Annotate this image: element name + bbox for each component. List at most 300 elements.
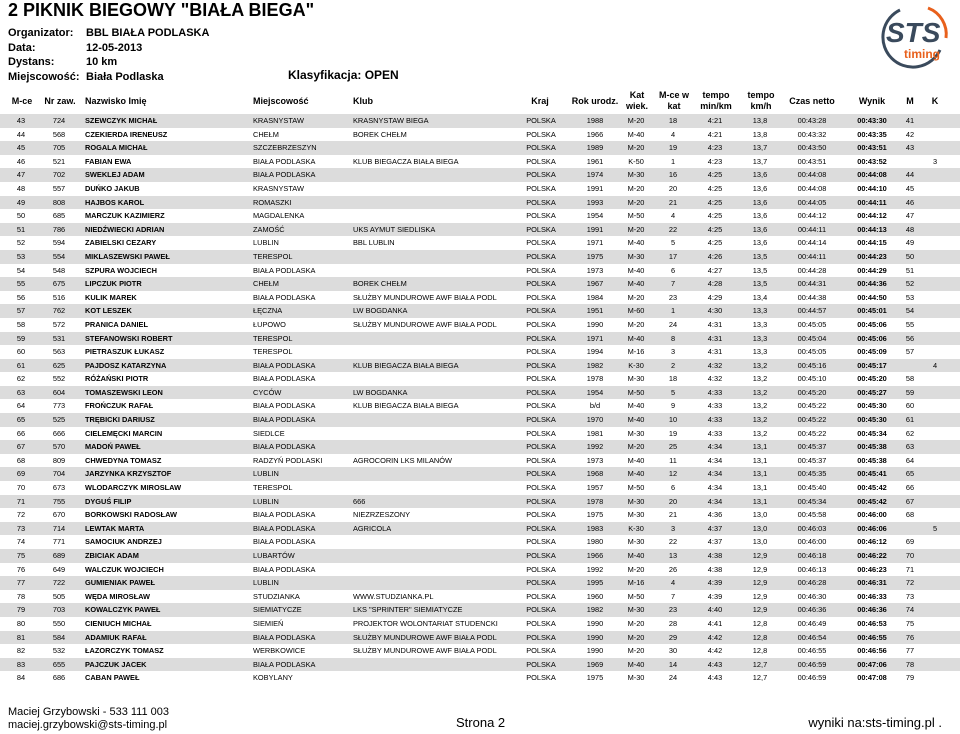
cell-category: M-20 (627, 116, 645, 125)
cell-year: 1974 (586, 170, 604, 180)
cell-country: POLSKA (526, 618, 556, 628)
cell-category: M-30 (627, 537, 645, 547)
cell-club: AGROCORIN LKS MILANÓW (353, 455, 452, 465)
cell-pace-min: 4:25 (707, 197, 723, 207)
cell-name: CIELEMĘCKI MARCIN (85, 428, 163, 438)
cell-city: KRASNYSTAW (253, 183, 304, 193)
cell-pace-kmh: 13,7 (752, 143, 768, 153)
cell-bib: 531 (52, 333, 66, 343)
cell-place-men: 61 (905, 415, 915, 425)
cell-pace-kmh: 13,1 (752, 483, 768, 493)
cell-place-men: 44 (905, 170, 915, 180)
cell-bib: 704 (52, 469, 66, 479)
cell-net-time: 00:44:31 (797, 279, 827, 289)
cell-pace-min: 4:25 (707, 224, 723, 234)
cell-net-time: 00:44:28 (797, 265, 827, 275)
cell-club: PROJEKTOR WOLONTARIAT STUDENCKI (353, 618, 498, 628)
cell-category-place: 12 (668, 469, 678, 479)
cell-city: TERESPOL (253, 333, 293, 343)
cell-result: 00:44:13 (857, 224, 887, 234)
cell-club: SŁUŻBY MUNDUROWE AWF BIAŁA PODL (353, 292, 497, 302)
cell-place: 69 (16, 469, 26, 479)
cell-city: ŁUPOWO (253, 319, 286, 329)
cell-category-place: 19 (668, 143, 678, 153)
cell-category: M-30 (627, 605, 645, 615)
cell-city: LUBLIN (253, 496, 279, 506)
cell-bib: 673 (52, 483, 66, 493)
cell-category-place: 4 (670, 578, 676, 588)
cell-bib: 521 (52, 156, 66, 166)
cell-net-time: 00:44:57 (797, 306, 827, 316)
cell-pace-kmh: 13,8 (752, 116, 768, 125)
cell-country: POLSKA (526, 183, 556, 193)
cell-place-women: 3 (932, 156, 938, 166)
cell-bib: 689 (52, 551, 66, 560)
cell-net-time: 00:44:12 (797, 211, 827, 221)
cell-name: MIKLASZEWSKI PAWEŁ (85, 251, 170, 261)
cell-net-time: 00:45:37 (797, 442, 827, 452)
cell-city: TERESPOL (253, 483, 293, 493)
table-row (0, 277, 960, 291)
cell-place: 59 (16, 333, 26, 343)
cell-place: 54 (16, 265, 26, 275)
cell-place: 51 (16, 224, 26, 234)
cell-pace-min: 4:37 (707, 523, 723, 533)
cell-category-place: 17 (668, 251, 678, 261)
table-row (0, 617, 960, 631)
cell-category-place: 2 (670, 360, 676, 370)
cell-pace-min: 4:39 (707, 591, 723, 601)
cell-city: BIAŁA PODLASKA (253, 510, 316, 520)
cell-pace-kmh: 12,9 (752, 591, 768, 601)
cell-bib: 570 (52, 442, 66, 452)
cell-bib: 722 (52, 578, 66, 588)
cell-category: M-40 (627, 401, 645, 411)
cell-result: 00:44:12 (857, 211, 887, 221)
table-row (0, 223, 960, 237)
table-row (0, 332, 960, 346)
cell-category: M-40 (627, 129, 645, 139)
cell-bib: 675 (52, 279, 66, 289)
cell-category-place: 13 (668, 551, 678, 560)
cell-pace-kmh: 13,6 (752, 238, 768, 248)
table-row (0, 250, 960, 264)
cell-place-men: 48 (905, 224, 915, 234)
cell-city: STUDZIANKA (253, 591, 300, 601)
cell-club: SŁUŻBY MUNDUROWE AWF BIAŁA PODL (353, 646, 497, 656)
cell-category-place: 5 (670, 238, 676, 248)
cell-category-place: 3 (670, 347, 676, 357)
cell-place-men: 51 (905, 265, 915, 275)
cell-name: SAMOCIUK ANDRZEJ (85, 537, 162, 547)
cell-name: KOWALCZYK PAWEŁ (85, 605, 161, 615)
cell-country: POLSKA (526, 551, 556, 560)
header-kat-line2: wiek. (625, 101, 648, 111)
cell-bib: 584 (52, 632, 66, 642)
footer-contact-email: maciej.grzybowski@sts-timing.pl (8, 719, 168, 731)
cell-country: POLSKA (526, 347, 556, 357)
cell-bib: 724 (52, 116, 66, 125)
cell-name: KULIK MAREK (85, 292, 137, 302)
cell-category-place: 3 (670, 523, 676, 533)
cell-city: KRASNYSTAW (253, 116, 304, 125)
cell-category: M-20 (627, 564, 645, 574)
cell-club: KRASNYSTAW BIEGA (353, 116, 429, 125)
cell-year: 1971 (586, 333, 604, 343)
cell-bib: 557 (52, 183, 66, 193)
table-row (0, 318, 960, 332)
cell-category: M-30 (627, 673, 645, 683)
cell-place: 48 (16, 183, 26, 193)
cell-category-place: 18 (668, 374, 678, 384)
cell-place-men: 41 (905, 116, 915, 125)
cell-category: M-20 (627, 224, 645, 234)
classification-label: Klasyfikacja: OPEN (288, 68, 399, 82)
cell-category-place: 1 (670, 306, 676, 316)
cell-net-time: 00:44:38 (797, 292, 827, 302)
cell-result: 00:45:34 (857, 428, 887, 438)
cell-category: M-40 (627, 333, 645, 343)
cell-result: 00:46:12 (857, 537, 887, 547)
cell-bib: 525 (52, 415, 66, 425)
cell-category: M-20 (627, 319, 645, 329)
cell-name: WLODARCZYK MIROSLAW (85, 483, 182, 493)
cell-pace-kmh: 13,5 (752, 251, 768, 261)
cell-country: POLSKA (526, 455, 556, 465)
header-tempo-min-line2: min/km (700, 101, 732, 111)
cell-name: FROŃCZUK RAFAŁ (85, 401, 154, 411)
cell-country: POLSKA (526, 659, 556, 669)
cell-club: 666 (353, 496, 366, 506)
table-row (0, 141, 960, 155)
cell-place-men: 64 (905, 455, 915, 465)
cell-pace-kmh: 12,9 (752, 564, 768, 574)
cell-pace-kmh: 13,3 (752, 333, 768, 343)
cell-pace-min: 4:43 (707, 659, 723, 669)
cell-place: 58 (16, 319, 26, 329)
header-tempo-kmh-line2: km/h (750, 101, 772, 111)
header-rok: Rok urodz. (571, 96, 619, 106)
cell-place: 76 (16, 564, 26, 574)
cell-result: 00:45:42 (857, 496, 887, 506)
cell-city: LUBLIN (253, 238, 279, 248)
cell-city: BIAŁA PODLASKA (253, 156, 316, 166)
cell-pace-min: 4:38 (707, 551, 723, 560)
cell-category-place: 1 (670, 156, 676, 166)
cell-name: ZBICIAK ADAM (85, 551, 139, 560)
table-row (0, 495, 960, 509)
cell-category: M-50 (627, 387, 645, 397)
cell-place-men: 79 (905, 673, 915, 683)
cell-country: POLSKA (526, 170, 556, 180)
cell-bib: 771 (52, 537, 66, 547)
footer-contact (8, 706, 169, 732)
header-nr: Nr zaw. (44, 96, 76, 106)
cell-category: M-50 (627, 211, 645, 221)
cell-place: 71 (16, 496, 26, 506)
cell-city: BIAŁA PODLASKA (253, 265, 316, 275)
cell-result: 00:43:51 (857, 143, 887, 153)
cell-net-time: 00:46:49 (797, 618, 827, 628)
cell-city: BIAŁA PODLASKA (253, 360, 316, 370)
cell-pace-kmh: 13,5 (752, 279, 768, 289)
cell-pace-min: 4:36 (707, 510, 723, 520)
cell-place: 63 (16, 387, 26, 397)
cell-result: 00:45:38 (857, 442, 887, 452)
cell-pace-min: 4:34 (707, 442, 723, 452)
cell-city: RADZYŃ PODLASKI (253, 455, 323, 465)
cell-result: 00:43:52 (857, 156, 887, 166)
cell-net-time: 00:45:40 (797, 483, 827, 493)
cell-pace-kmh: 13,3 (752, 306, 768, 316)
cell-category: M-20 (627, 618, 645, 628)
cell-net-time: 00:43:32 (797, 129, 827, 139)
cell-country: POLSKA (526, 116, 556, 125)
table-row (0, 644, 960, 658)
cell-net-time: 00:45:37 (797, 455, 827, 465)
cell-net-time: 00:46:55 (797, 646, 827, 656)
cell-name: CHWEDYNA TOMASZ (85, 455, 162, 465)
cell-category-place: 5 (670, 387, 676, 397)
header-m: M (906, 96, 914, 106)
cell-year: 1993 (586, 197, 604, 207)
cell-country: POLSKA (526, 632, 556, 642)
table-row (0, 481, 960, 495)
cell-net-time: 00:44:11 (797, 224, 827, 234)
cell-result: 00:43:30 (857, 116, 887, 125)
cell-place-men: 49 (905, 238, 915, 248)
header-kat-line1: Kat (629, 90, 645, 100)
cell-club: UKS AYMUT SIEDLISKA (353, 224, 436, 234)
cell-country: POLSKA (526, 415, 556, 425)
cell-city: SIEDLCE (253, 428, 285, 438)
table-row (0, 399, 960, 413)
cell-city: ROMASZKI (253, 197, 292, 207)
cell-name: PRANICA DANIEL (85, 319, 148, 329)
cell-bib: 666 (52, 428, 66, 438)
header-kat (622, 90, 652, 112)
cell-year: 1980 (586, 537, 604, 547)
cell-result: 00:46:55 (857, 632, 887, 642)
table-row (0, 603, 960, 617)
cell-place: 82 (16, 646, 26, 656)
cell-pace-kmh: 12,8 (752, 632, 768, 642)
cell-country: POLSKA (526, 496, 556, 506)
cell-pace-min: 4:31 (707, 319, 723, 329)
info-label: Organizator: (8, 27, 74, 39)
table-row (0, 671, 960, 685)
info-label: Miejscowość: (8, 70, 80, 83)
cell-category: K-30 (628, 360, 644, 370)
cell-year: 1983 (586, 523, 604, 533)
cell-category-place: 23 (668, 605, 678, 615)
header-tempo-min-line1: tempo (702, 90, 730, 100)
cell-pace-min: 4:25 (707, 183, 723, 193)
cell-name: GUMIENIAK PAWEŁ (85, 578, 156, 588)
cell-category: M-30 (627, 510, 645, 520)
cell-name: PIETRASZUK ŁUKASZ (85, 347, 165, 357)
cell-net-time: 00:43:51 (797, 156, 827, 166)
cell-pace-min: 4:38 (707, 564, 723, 574)
cell-bib: 685 (52, 211, 66, 221)
table-row (0, 155, 960, 169)
cell-result: 00:45:20 (857, 374, 887, 384)
cell-bib: 568 (52, 129, 66, 139)
cell-category-place: 6 (670, 265, 676, 275)
cell-category-place: 22 (668, 537, 678, 547)
cell-place-men: 58 (905, 374, 915, 384)
cell-pace-min: 4:21 (707, 129, 723, 139)
cell-pace-min: 4:30 (707, 306, 723, 316)
cell-pace-kmh: 13,2 (752, 428, 768, 438)
cell-place-men: 68 (905, 510, 915, 520)
cell-place-men: 67 (905, 496, 915, 506)
cell-name: MARCZUK KAZIMIERZ (85, 211, 165, 221)
cell-place: 66 (16, 428, 26, 438)
cell-year: 1973 (586, 455, 604, 465)
cell-place-men: 65 (905, 469, 915, 479)
cell-city: BIAŁA PODLASKA (253, 170, 316, 180)
cell-place: 65 (16, 415, 26, 425)
cell-club: SŁUŻBY MUNDUROWE AWF BIAŁA PODL (353, 632, 497, 642)
cell-name: ROGALA MICHAŁ (85, 143, 148, 153)
cell-year: 1990 (586, 618, 604, 628)
cell-place: 55 (16, 279, 26, 289)
cell-year: 1960 (586, 591, 604, 601)
cell-place: 62 (16, 374, 26, 384)
cell-place: 56 (16, 292, 26, 302)
cell-category-place: 23 (668, 292, 678, 302)
cell-year: 1992 (586, 442, 604, 452)
cell-result: 00:46:31 (857, 578, 887, 588)
cell-category: M-20 (627, 442, 645, 452)
cell-place: 64 (16, 401, 26, 411)
cell-place-men: 77 (905, 646, 915, 656)
cell-pace-kmh: 13,1 (752, 469, 768, 479)
cell-result: 00:45:27 (857, 387, 887, 397)
cell-pace-min: 4:31 (707, 333, 723, 343)
cell-pace-min: 4:42 (707, 632, 723, 642)
cell-country: POLSKA (526, 333, 556, 343)
cell-category-place: 4 (670, 129, 676, 139)
cell-name: LEWTAK MARTA (85, 523, 145, 533)
cell-result: 00:44:11 (857, 197, 887, 207)
cell-bib: 516 (52, 292, 66, 302)
cell-year: 1992 (586, 564, 604, 574)
cell-result: 00:43:35 (857, 129, 887, 139)
cell-pace-min: 4:33 (707, 415, 723, 425)
cell-year: 1989 (586, 143, 604, 153)
cell-name: DYGUŚ FILIP (85, 496, 132, 506)
cell-bib: 594 (52, 238, 66, 248)
cell-country: POLSKA (526, 265, 556, 275)
cell-net-time: 00:45:05 (797, 319, 827, 329)
cell-category-place: 18 (668, 116, 678, 125)
cell-pace-kmh: 13,3 (752, 347, 768, 357)
table-row (0, 522, 960, 536)
cell-year: 1969 (586, 659, 604, 669)
cell-year: 1966 (586, 551, 604, 560)
cell-category: M-40 (627, 265, 645, 275)
cell-pace-min: 4:33 (707, 401, 723, 411)
cell-category-place: 28 (668, 618, 678, 628)
cell-category: M-50 (627, 483, 645, 493)
cell-place-men: 72 (905, 578, 915, 588)
cell-category-place: 19 (668, 428, 678, 438)
cell-place: 44 (16, 129, 26, 139)
table-row (0, 168, 960, 182)
cell-bib: 705 (52, 143, 66, 153)
cell-category: M-30 (627, 428, 645, 438)
cell-net-time: 00:45:58 (797, 510, 827, 520)
cell-place: 72 (16, 510, 26, 520)
cell-category-place: 21 (668, 510, 678, 520)
cell-category-place: 6 (670, 483, 676, 493)
cell-pace-min: 4:37 (707, 537, 723, 547)
cell-name: NIEDŹWIECKI ADRIAN (85, 224, 165, 234)
cell-result: 00:45:30 (857, 415, 887, 425)
cell-place-men: 50 (905, 251, 915, 261)
cell-city: ŁĘCZNA (253, 306, 283, 316)
cell-name: SZEWCZYK MICHAŁ (85, 116, 158, 125)
cell-pace-min: 4:40 (707, 605, 723, 615)
cell-name: CIENIUCH MICHAŁ (85, 618, 152, 628)
cell-pace-min: 4:34 (707, 455, 723, 465)
cell-name: FABIAN EWA (85, 156, 132, 166)
cell-result: 00:44:29 (857, 265, 887, 275)
cell-country: POLSKA (526, 673, 556, 683)
cell-pace-kmh: 12,9 (752, 578, 768, 588)
cell-city: WERBKOWICE (253, 646, 306, 656)
cell-pace-min: 4:32 (707, 374, 723, 384)
cell-year: 1975 (586, 510, 604, 520)
header-tempo-min (697, 90, 735, 112)
results-table (0, 114, 960, 685)
cell-city: ZAMOŚĆ (253, 224, 285, 234)
table-row (0, 196, 960, 210)
cell-category: M-40 (627, 551, 645, 560)
cell-result: 00:46:36 (857, 605, 887, 615)
cell-place-men: 46 (905, 197, 915, 207)
cell-name: ADAMIUK RAFAŁ (85, 632, 147, 642)
cell-pace-min: 4:32 (707, 360, 723, 370)
cell-name: DUŃKO JAKUB (85, 183, 140, 193)
cell-city: LUBARTÓW (253, 551, 295, 560)
cell-net-time: 00:46:00 (797, 537, 827, 547)
cell-pace-min: 4:39 (707, 578, 723, 588)
cell-bib: 808 (52, 197, 66, 207)
cell-year: 1978 (586, 374, 604, 384)
info-label: Data: (8, 41, 36, 54)
cell-year: 1975 (586, 673, 604, 683)
cell-category-place: 10 (668, 415, 678, 425)
cell-category-place: 7 (670, 591, 676, 601)
cell-place-men: 70 (905, 551, 915, 560)
cell-place: 45 (16, 143, 26, 153)
cell-place: 53 (16, 251, 26, 261)
cell-category: M-16 (627, 578, 645, 588)
cell-category-place: 26 (668, 564, 678, 574)
cell-year: 1978 (586, 496, 604, 506)
cell-category-place: 20 (668, 496, 678, 506)
cell-pace-kmh: 13,6 (752, 183, 768, 193)
footer-contact-name: Maciej Grzybowski - 533 111 003 (8, 706, 169, 718)
cell-place: 78 (16, 591, 26, 601)
cell-place-men: 73 (905, 591, 915, 601)
cell-result: 00:45:17 (857, 360, 887, 370)
header-mce-kat-line2: kat (667, 101, 681, 111)
header-kraj: Kraj (531, 96, 549, 106)
